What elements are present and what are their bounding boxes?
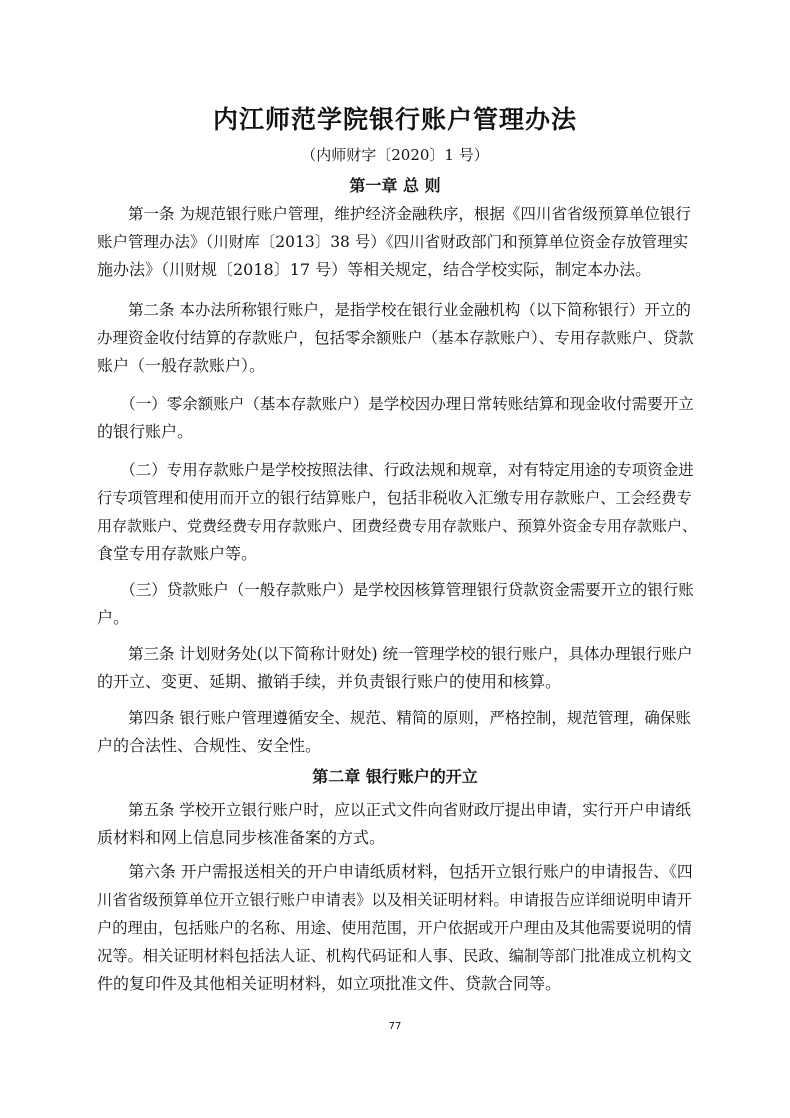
article-2-paragraph: [97, 296, 697, 380]
paragraph-line: 户的合法性、合规性、安全性。: [97, 736, 322, 755]
chapter-heading-1: 第一章 总 则: [349, 176, 441, 195]
paragraph-line: （一）零余额账户（基本存款账户）是学校因办理日常转账结算和现金收付需要开立: [97, 395, 694, 413]
paragraph-line: 第三条 计划财务处(以下简称计财处) 统一管理学校的银行账户，具体办理银行账户: [97, 645, 693, 663]
paragraph-line: 况等。相关证明材料包括法人证、机构代码证和人事、民政、编制等部门批准成立机构文: [97, 947, 692, 965]
article-3-paragraph: [97, 640, 697, 696]
article-1-paragraph: [97, 200, 697, 284]
paragraph-line: 账户（一般存款账户）。: [97, 356, 266, 375]
item-3-paragraph: [97, 576, 697, 632]
paragraph-line: 账户管理办法》（川财库〔2013〕38 号）《四川省财政部门和预算单位资金存放管理实: [97, 233, 689, 251]
paragraph-line: 用存款账户、党费经费专用存款账户、团费经费专用存款账户、预算外资金专用存款账户、: [97, 517, 698, 535]
paragraph-line: 食堂专用存款账户等。: [97, 544, 258, 563]
paragraph-line: 第六条 开户需报送相关的开户申请纸质材料，包括开立银行账户的申请报告、《四: [97, 862, 693, 881]
document-number: （内师财字〔2020〕1 号）: [301, 146, 489, 164]
chapter-heading-2: 第二章 银行账户的开立: [312, 767, 478, 786]
paragraph-line: 质材料和网上信息同步核准备案的方式。: [97, 828, 386, 847]
paragraph-line: 户的理由，包括账户的名称、用途、使用范围，开户依据或开户理由及其他需要说明的情: [97, 919, 692, 937]
paragraph-line: 第二条 本办法所称银行账户，是指学校在银行业金融机构（以下简称银行）开立的: [97, 301, 691, 319]
article-4-paragraph: [97, 704, 697, 760]
paragraph-line: 第一条 为规范银行账户管理，维护经济金融秩序，根据《四川省省级预算单位银行: [97, 205, 691, 223]
item-1-paragraph: [97, 390, 697, 446]
paragraph-line: 第五条 学校开立银行账户时，应以正式文件向省财政厅提出申请，实行开户申请纸: [97, 801, 691, 819]
paragraph-line: 的银行账户。: [97, 422, 194, 441]
paragraph-line: 川省省级预算单位开立银行账户申请表》以及相关证明材料。申请报告应详细说明申请开: [97, 891, 692, 909]
paragraph-line: 件的复印件及其他相关证明材料，如立项批准文件、贷款合同等。: [97, 974, 562, 993]
article-5-paragraph: [97, 796, 697, 852]
paragraph-line: 第四条 银行账户管理遵循安全、规范、精简的原则，严格控制，规范管理，确保账: [97, 709, 691, 727]
paragraph-line: 办理资金收付结算的存款账户，包括零余额账户（基本存款账户）、专用存款账户、贷款: [97, 329, 694, 347]
paragraph-line: （三）贷款账户（一般存款账户）是学校因核算管理银行贷款资金需要开立的银行账: [97, 581, 694, 599]
paragraph-line: 施办法》（川财规〔2018〕17 号）等相关规定，结合学校实际，制定本办法。: [97, 260, 652, 279]
paragraph-line: 户。: [97, 608, 130, 627]
paragraph-line: 行专项管理和使用而开立的银行结算账户，包括非税收入汇缴专用存款账户、工会经费专: [97, 489, 692, 507]
paragraph-line: （二）专用存款账户是学校按照法律、行政法规和规章，对有特定用途的专项资金进: [97, 461, 694, 479]
document-title: 内江师范学院银行账户管理办法: [212, 105, 577, 134]
page-number: 77: [388, 1021, 402, 1032]
paragraph-line: 的开立、变更、延期、撤销手续，并负责银行账户的使用和核算。: [97, 672, 562, 691]
article-6-paragraph: [97, 858, 697, 998]
item-2-paragraph: [97, 456, 697, 568]
